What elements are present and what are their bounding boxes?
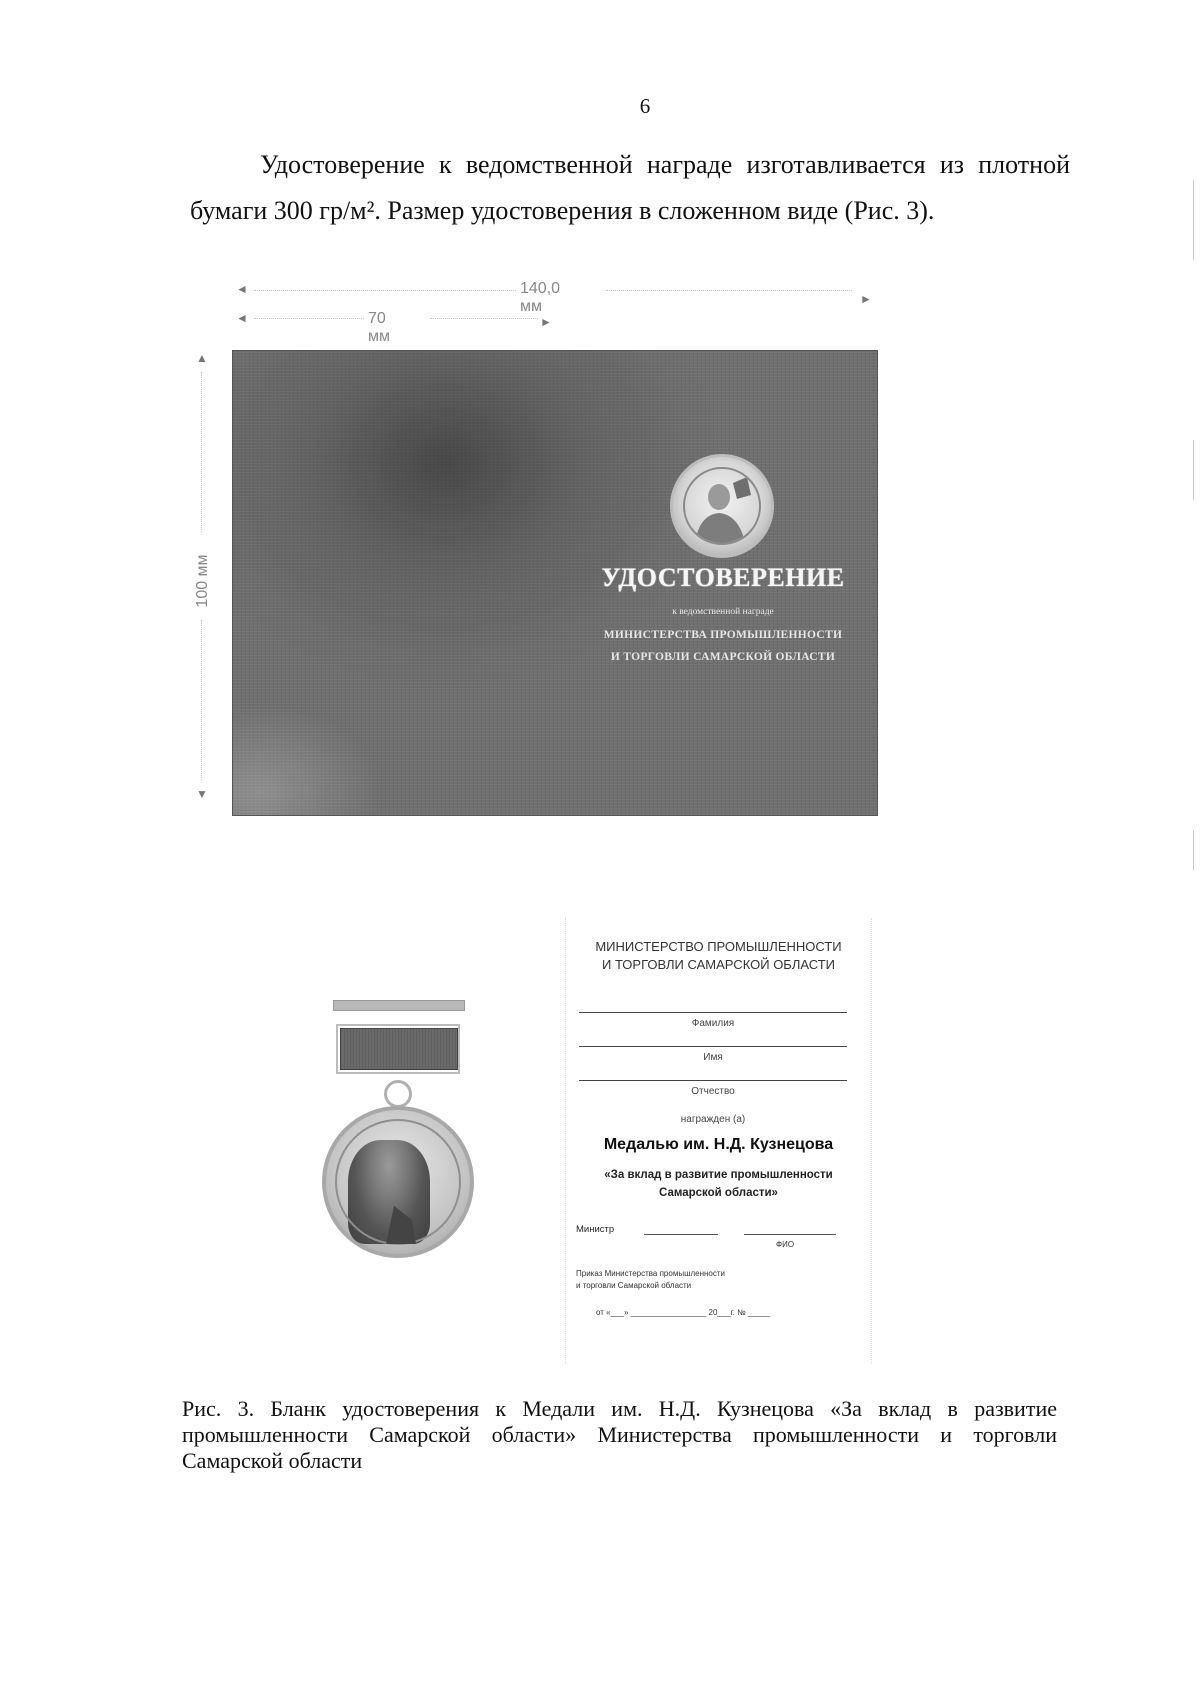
ministry-heading [566, 938, 871, 974]
minister-label: Министр [576, 1224, 615, 1235]
arrow-left-icon: ◄ [236, 282, 248, 296]
arrow-right-icon: ► [860, 292, 872, 306]
half-width-label: 70 мм [368, 310, 390, 345]
order-line-1: Приказ Министерства промышленности [576, 1269, 726, 1278]
medal-motto-line-1: «За вклад в развитие промышленности [604, 1169, 833, 1181]
arrow-left-icon: ◄ [236, 311, 248, 325]
dimension-line [201, 372, 202, 532]
cover-ministry-line-2: И ТОРГОВЛИ САМАРСКОЙ ОБЛАСТИ [610, 651, 836, 663]
height-label: 100 мм [194, 554, 211, 608]
name-label: Имя [703, 1052, 723, 1063]
cover-subtitle: к ведомственной награде [672, 607, 774, 617]
name-line [579, 1046, 847, 1047]
medal-top-bar [333, 1000, 465, 1011]
dimension-line [430, 318, 538, 319]
cover-ministry-line-1: МИНИСТЕРСТВА ПРОМЫШЛЕННОСТИ [603, 629, 843, 641]
intro-paragraph [190, 142, 1070, 234]
patronymic-label: Отчество [691, 1086, 735, 1097]
total-width-label: 140,0 мм [520, 280, 561, 315]
caption-line-1: Рис. 3. Бланк удостоверения к Медали им. Н.Д. Кузнецова «За вклад в развитие [182, 1396, 1057, 1421]
medal-motto-line-2: Самарской области» [659, 1187, 778, 1199]
intro-paragraph-line-2: бумаги 300 гр/м². Размер удостоверения в сложенном виде (Рис. 3). [190, 196, 935, 225]
caption-line-3: Самарской области [182, 1448, 363, 1473]
certificate-cover [232, 350, 878, 816]
surname-label: Фамилия [691, 1018, 735, 1029]
arrow-down-icon: ▼ [196, 787, 208, 801]
dimension-line [254, 290, 516, 291]
patronymic-line [579, 1080, 847, 1081]
certificate-inner-page [565, 918, 872, 1364]
awarded-text: награжден (а) [680, 1114, 746, 1125]
dimension-line [201, 620, 202, 780]
intro-paragraph-line-1: Удостоверение к ведомственной награде изготавливается из плотной [260, 150, 1070, 179]
scan-edge-mark [1193, 440, 1194, 500]
fio-line [744, 1234, 836, 1235]
scan-edge-mark [1193, 180, 1194, 260]
caption-line-2: промышленности Самарской области» Министерства промышленности и торговли [182, 1422, 1057, 1447]
fio-label: ФИО [776, 1240, 795, 1249]
order-date: от «___» _________________ 20___г. № _____ [596, 1308, 771, 1317]
ministry-line-1: МИНИСТЕРСТВО ПРОМЫШЛЕННОСТИ [595, 939, 842, 954]
arrow-up-icon: ▲ [196, 351, 208, 365]
medal-name: Медалью им. Н.Д. Кузнецова [603, 1136, 834, 1153]
scan-edge-mark [1193, 830, 1194, 870]
medal-icon [322, 1106, 474, 1258]
cover-title: УДОСТОВЕРЕНИЕ [601, 563, 845, 592]
dimension-line [254, 318, 364, 319]
order-line-2: и торговли Самарской области [576, 1281, 692, 1290]
figure-caption [182, 1396, 1057, 1474]
ministry-line-2: И ТОРГОВЛИ САМАРСКОЙ ОБЛАСТИ [601, 957, 835, 972]
surname-line [579, 1012, 847, 1013]
medal-motto [566, 1166, 871, 1202]
page-number: 6 [639, 94, 651, 118]
dimension-line [606, 290, 852, 291]
medal-emblem-icon [670, 454, 774, 558]
medal-ribbon [340, 1028, 458, 1070]
medal-ring [384, 1080, 412, 1108]
minister-signature-line [644, 1234, 718, 1235]
order-reference [576, 1268, 725, 1292]
arrow-right-icon: ► [540, 315, 552, 329]
